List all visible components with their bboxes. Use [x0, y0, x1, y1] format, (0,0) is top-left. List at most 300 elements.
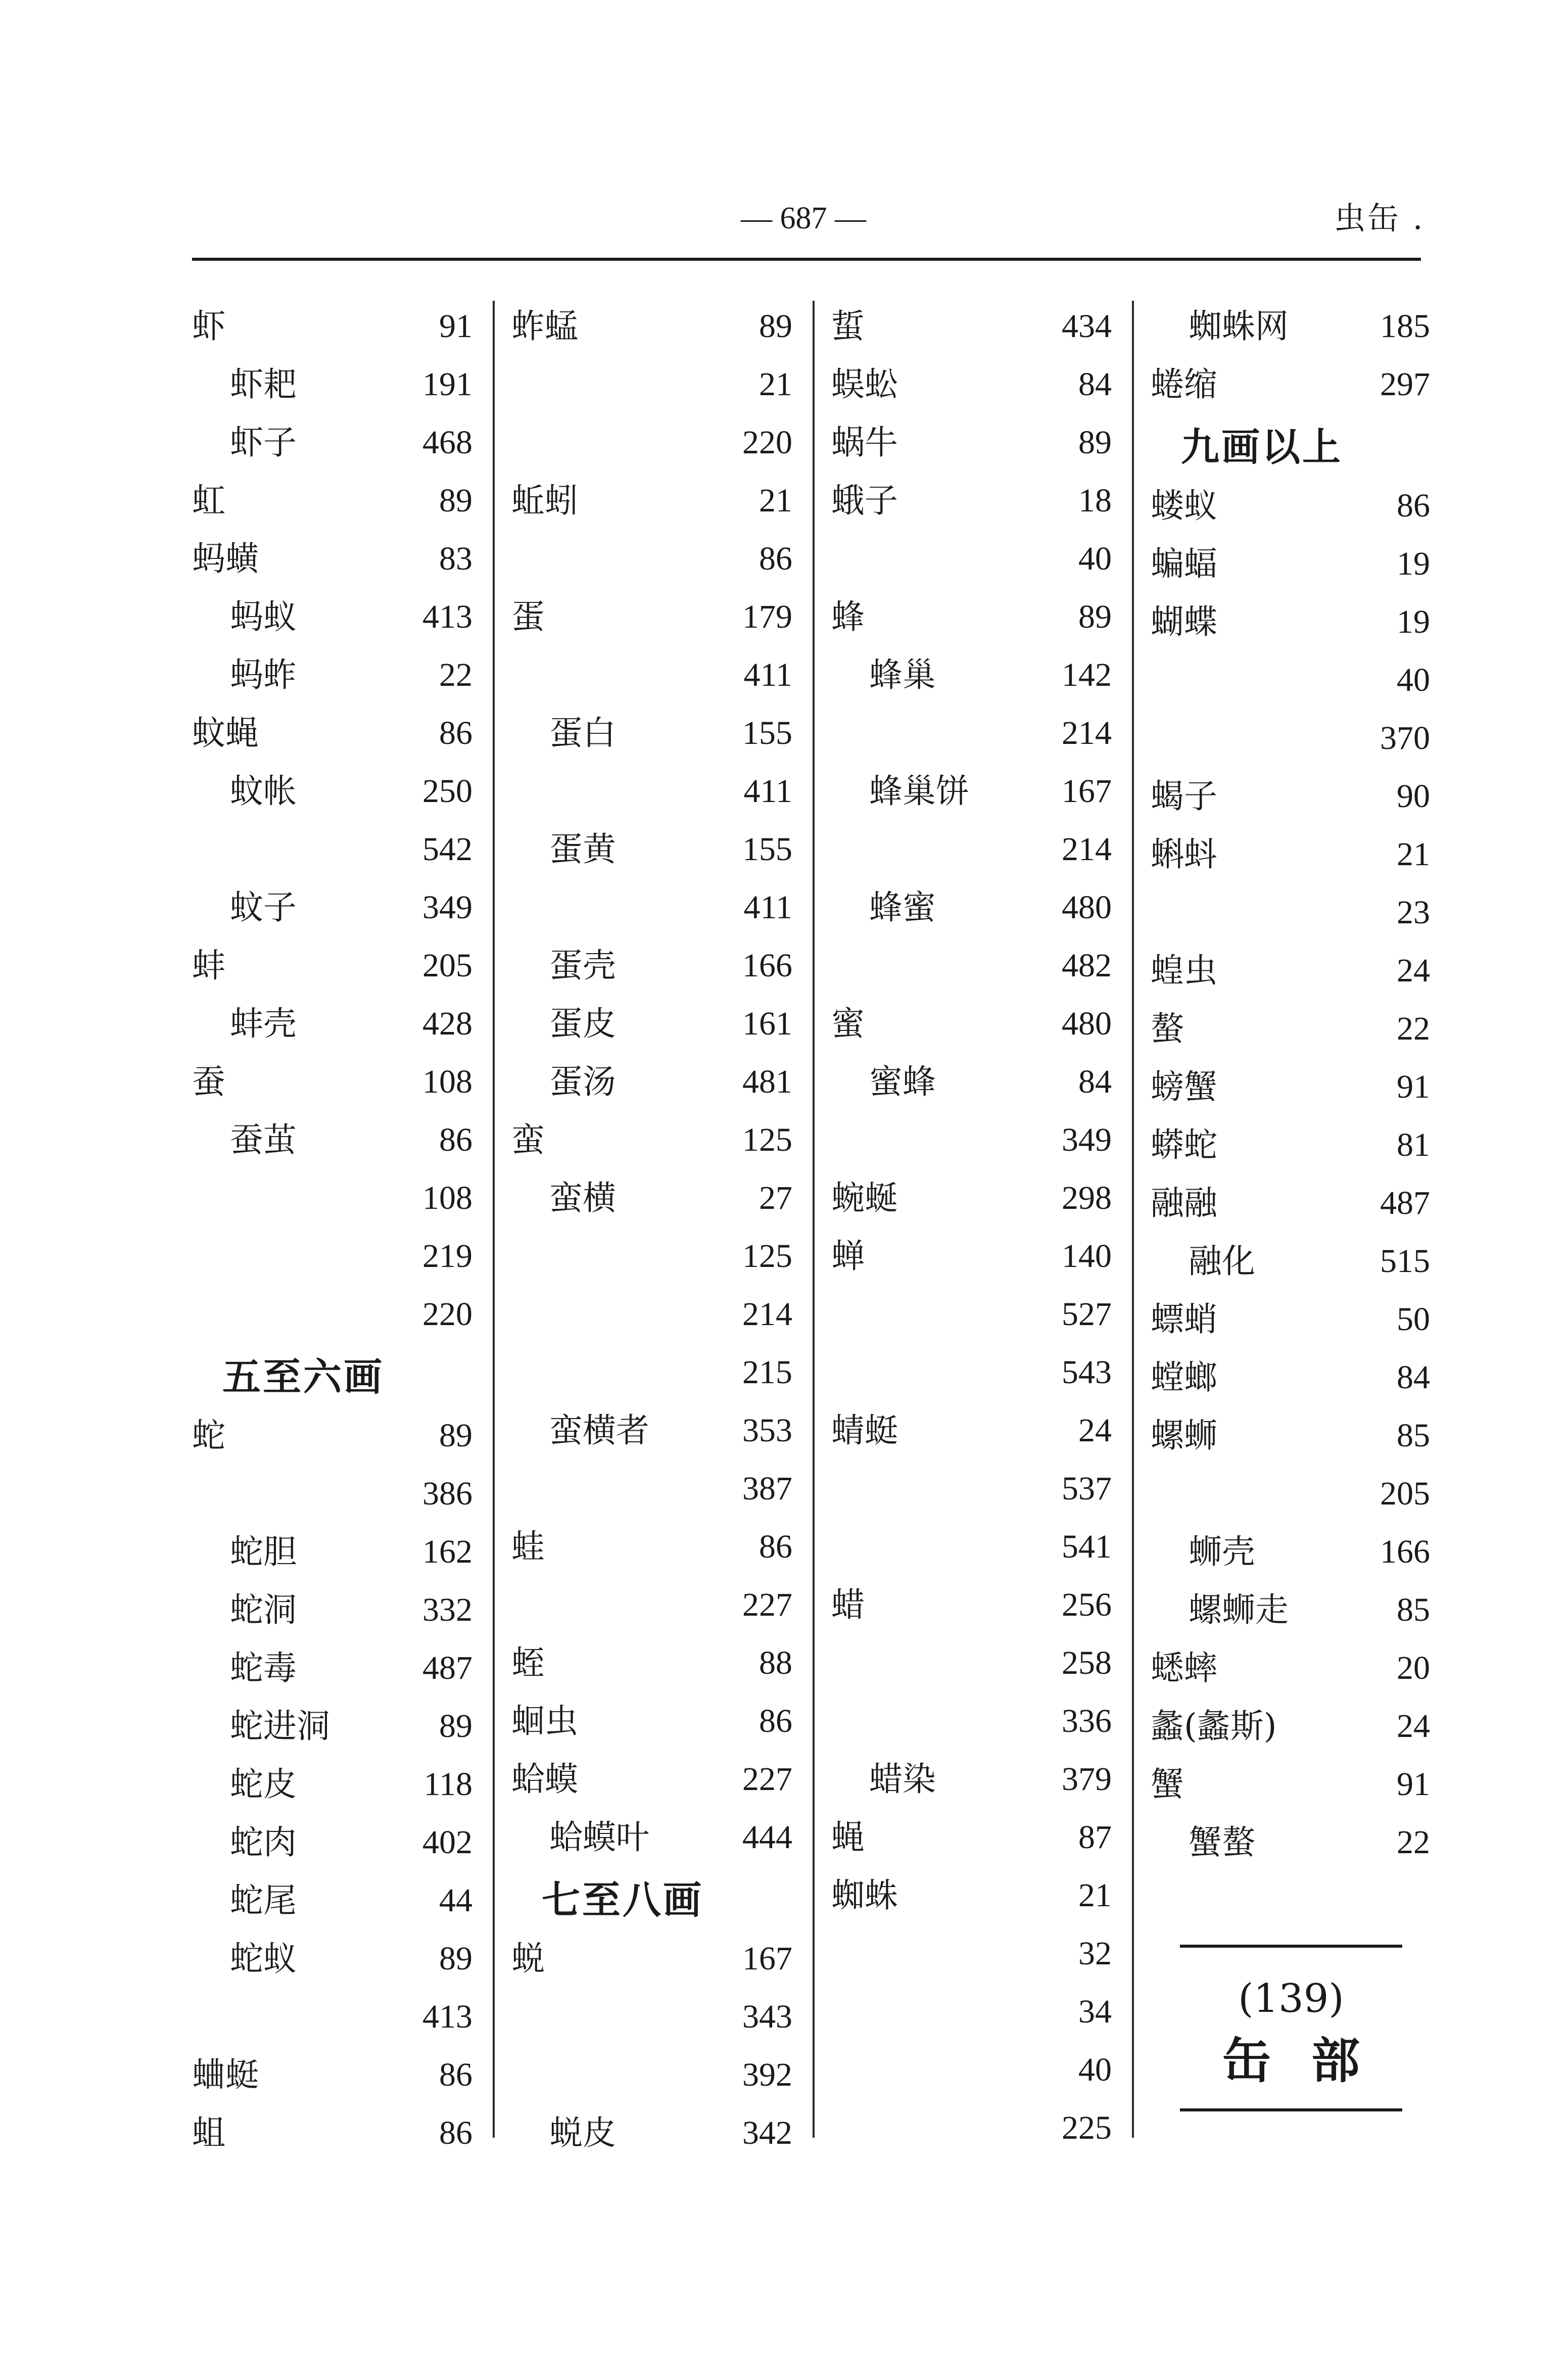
- index-entry: [1151, 884, 1430, 941]
- entry-term: 蛙: [511, 1527, 545, 1566]
- running-head: 虫缶 .: [1334, 200, 1425, 237]
- index-entry: [1151, 1582, 1430, 1638]
- entry-term: 蝴蝶: [1151, 602, 1217, 641]
- entry-page-number: 84: [1397, 1359, 1430, 1396]
- radical-title: 缶部: [1222, 2033, 1400, 2089]
- index-entry: [1151, 1698, 1430, 1755]
- entry-term: 蚂蟥: [192, 539, 259, 578]
- entry-term: 蜕: [511, 1939, 545, 1978]
- entry-page-number: 89: [439, 482, 472, 519]
- index-entry: [1151, 1349, 1430, 1406]
- entry-page-number: 84: [1078, 1063, 1112, 1100]
- index-entry: [1151, 536, 1430, 592]
- entry-page-number: 44: [439, 1882, 472, 1919]
- entry-term: 蜗牛: [831, 423, 898, 462]
- radical-box-top-rule: [1180, 1945, 1402, 1948]
- index-entry: [511, 589, 792, 645]
- entry-page-number: 349: [422, 889, 472, 926]
- index-entry: [511, 763, 792, 820]
- index-entry: [192, 1466, 472, 1522]
- index-entry: [1151, 1059, 1430, 1115]
- entry-term: 蛋: [511, 597, 545, 636]
- entry-term: 虾子: [230, 423, 297, 462]
- entry-term: 蛇洞: [230, 1590, 297, 1629]
- entry-page-number: 86: [1397, 487, 1430, 524]
- entry-page-number: 108: [422, 1180, 472, 1216]
- entry-page-number: 167: [742, 1940, 792, 1977]
- entry-term: 蛭: [511, 1643, 545, 1682]
- index-entry: [1151, 826, 1430, 883]
- index-entry: [1151, 1117, 1430, 1173]
- index-entry: [1151, 1756, 1430, 1813]
- entry-page-number: 86: [759, 1703, 792, 1739]
- entry-term: 蜷缩: [1151, 365, 1217, 404]
- index-entry: [831, 937, 1112, 994]
- entry-term: 蚊子: [230, 888, 297, 927]
- header-rule: [192, 258, 1421, 261]
- index-entry: [192, 1582, 472, 1638]
- entry-page-number: 215: [742, 1354, 792, 1391]
- index-entry: [192, 1228, 472, 1285]
- index-entry: [192, 2105, 472, 2161]
- entry-term: 蛋壳: [549, 946, 616, 985]
- entry-term: 螯: [1151, 1009, 1184, 1048]
- entry-page-number: 205: [1380, 1475, 1430, 1512]
- index-entry: [192, 1170, 472, 1227]
- entry-page-number: 155: [742, 831, 792, 868]
- entry-page-number: 402: [422, 1824, 472, 1861]
- entry-page-number: 142: [1062, 656, 1112, 693]
- index-entry: [1151, 1407, 1430, 1464]
- index-entry: [831, 1112, 1112, 1168]
- entry-page-number: 34: [1078, 1993, 1112, 2030]
- entry-page-number: 83: [439, 540, 472, 577]
- entry-page-number: 21: [1397, 836, 1430, 873]
- index-entry: [192, 1756, 472, 1813]
- index-entry: [192, 1407, 472, 1464]
- entry-page-number: 219: [422, 1238, 472, 1275]
- entry-term: 蛇尾: [230, 1881, 297, 1920]
- page-number: — 687 —: [741, 201, 866, 236]
- entry-page-number: 20: [1397, 1650, 1430, 1686]
- entry-page-number: 91: [439, 308, 472, 345]
- entry-page-number: 90: [1397, 778, 1430, 815]
- entry-page-number: 428: [422, 1005, 472, 1042]
- index-entry: [1151, 652, 1430, 709]
- index-entry: [511, 937, 792, 994]
- entry-term: 蛮: [511, 1120, 545, 1159]
- index-entry: [511, 1577, 792, 1633]
- entry-page-number: 298: [1062, 1180, 1112, 1216]
- index-entry: [1151, 1640, 1430, 1697]
- index-entry: [831, 2100, 1112, 2156]
- index-entry: [831, 763, 1112, 820]
- entry-page-number: 191: [422, 366, 472, 403]
- entry-page-number: 387: [742, 1470, 792, 1507]
- entry-term: 蜜蜂: [869, 1062, 936, 1101]
- entry-page-number: 23: [1397, 894, 1430, 931]
- entry-term: 蛇皮: [230, 1765, 297, 1804]
- entry-page-number: 487: [422, 1650, 472, 1686]
- entry-page-number: 84: [1078, 366, 1112, 403]
- section-heading: 九画以上: [1181, 425, 1343, 469]
- entry-page-number: 227: [742, 1761, 792, 1798]
- entry-term: 融化: [1189, 1242, 1255, 1281]
- index-entry: [192, 763, 472, 820]
- entry-page-number: 24: [1078, 1412, 1112, 1449]
- entry-term: 蝗虫: [1151, 951, 1217, 990]
- index-entry: [192, 473, 472, 529]
- entry-term: 蝎子: [1151, 777, 1217, 816]
- entry-term: 蛮横: [549, 1179, 616, 1217]
- index-entry: [831, 1402, 1112, 1459]
- entry-term: 蛳壳: [1189, 1532, 1255, 1571]
- index-entry: [831, 821, 1112, 878]
- entry-page-number: 258: [1062, 1644, 1112, 1681]
- entry-page-number: 27: [759, 1180, 792, 1216]
- entry-term: 蛐蜓: [192, 2055, 259, 2094]
- entry-page-number: 91: [1397, 1068, 1430, 1105]
- entry-page-number: 487: [1380, 1185, 1430, 1221]
- entry-page-number: 332: [422, 1591, 472, 1628]
- index-entry: [511, 996, 792, 1052]
- entry-page-number: 89: [759, 308, 792, 345]
- column-divider: [493, 301, 495, 2138]
- entry-page-number: 214: [742, 1296, 792, 1333]
- entry-page-number: 336: [1062, 1703, 1112, 1739]
- entry-term: 蚊蝇: [192, 714, 259, 752]
- entry-page-number: 527: [1062, 1296, 1112, 1333]
- index-entry: [511, 2047, 792, 2103]
- index-entry: [1151, 478, 1430, 534]
- entry-term: 蚱蜢: [511, 307, 578, 346]
- entry-term: 蝌蚪: [1151, 835, 1217, 874]
- entry-page-number: 256: [1062, 1586, 1112, 1623]
- entry-term: 蜡染: [869, 1760, 936, 1799]
- index-entry: [511, 821, 792, 878]
- entry-page-number: 343: [742, 1998, 792, 2035]
- entry-page-number: 349: [1062, 1121, 1112, 1158]
- index-entry: [192, 414, 472, 471]
- index-entry: [511, 647, 792, 703]
- entry-page-number: 86: [439, 715, 472, 751]
- entry-term: 蚕: [192, 1062, 225, 1101]
- entry-page-number: 250: [422, 773, 472, 810]
- entry-term: 蜂巢饼: [869, 772, 969, 811]
- entry-page-number: 297: [1380, 366, 1430, 403]
- index-entry: [192, 1640, 472, 1697]
- index-entry: [1151, 1001, 1430, 1057]
- entry-term: 虾: [192, 307, 225, 346]
- index-entry: [511, 1402, 792, 1459]
- entry-page-number: 342: [742, 2114, 792, 2151]
- entry-page-number: 18: [1078, 482, 1112, 519]
- index-entry: [831, 647, 1112, 703]
- entry-term: 蚌: [192, 946, 225, 985]
- entry-page-number: 24: [1397, 1708, 1430, 1745]
- entry-page-number: 24: [1397, 952, 1430, 989]
- entry-page-number: 155: [742, 715, 792, 751]
- entry-page-number: 480: [1062, 1005, 1112, 1042]
- index-entry: [192, 1872, 472, 1929]
- entry-term: 蝇: [831, 1818, 865, 1857]
- index-entry: [511, 1461, 792, 1517]
- entry-page-number: 468: [422, 424, 472, 461]
- entry-term: 蛇蚁: [230, 1939, 297, 1978]
- entry-term: 蛋白: [549, 714, 616, 752]
- index-entry: [511, 473, 792, 529]
- entry-page-number: 22: [1397, 1010, 1430, 1047]
- entry-term: 蛇肉: [230, 1823, 297, 1862]
- entry-term: 蛋皮: [549, 1004, 616, 1043]
- entry-page-number: 40: [1078, 2051, 1112, 2088]
- index-entry: [831, 356, 1112, 413]
- entry-page-number: 161: [742, 1005, 792, 1042]
- index-entry: [511, 1170, 792, 1227]
- index-entry: [1151, 298, 1430, 355]
- entry-page-number: 386: [422, 1475, 472, 1512]
- entry-page-number: 91: [1397, 1766, 1430, 1803]
- entry-page-number: 434: [1062, 308, 1112, 345]
- index-entry: [192, 705, 472, 762]
- entry-page-number: 125: [742, 1238, 792, 1275]
- index-entry: [192, 2047, 472, 2103]
- entry-page-number: 125: [742, 1121, 792, 1158]
- entry-term: 蛇: [192, 1416, 225, 1455]
- index-entry: [1151, 356, 1430, 413]
- index-entry: [831, 1577, 1112, 1633]
- entry-page-number: 370: [1380, 720, 1430, 757]
- index-entry: [511, 2105, 792, 2161]
- entry-page-number: 166: [742, 947, 792, 984]
- entry-page-number: 86: [439, 1121, 472, 1158]
- entry-page-number: 19: [1397, 603, 1430, 640]
- entry-page-number: 140: [1062, 1238, 1112, 1275]
- index-entry: [831, 1867, 1112, 1924]
- entry-page-number: 379: [1062, 1761, 1112, 1798]
- entry-page-number: 227: [742, 1586, 792, 1623]
- index-entry: [192, 1286, 472, 1343]
- index-entry: [831, 1693, 1112, 1750]
- index-entry: [831, 996, 1112, 1052]
- entry-page-number: 411: [743, 889, 792, 926]
- index-entry: [511, 879, 792, 936]
- entry-page-number: 118: [423, 1766, 472, 1803]
- entry-page-number: 392: [742, 2056, 792, 2093]
- entry-term: 螳螂: [1151, 1358, 1217, 1397]
- entry-term: 蜇: [831, 307, 865, 346]
- entry-page-number: 19: [1397, 545, 1430, 582]
- entry-page-number: 88: [759, 1644, 792, 1681]
- index-entry: [831, 1054, 1112, 1110]
- entry-term: 蛤蟆: [511, 1760, 578, 1799]
- index-entry: [1151, 1466, 1430, 1522]
- index-entry: [511, 1751, 792, 1808]
- entry-page-number: 353: [742, 1412, 792, 1449]
- entry-term: 蚊帐: [230, 772, 297, 811]
- index-entry: [511, 1519, 792, 1575]
- entry-term: 蜻蜓: [831, 1411, 898, 1450]
- index-entry: [1151, 1524, 1430, 1580]
- entry-page-number: 413: [422, 598, 472, 635]
- index-entry: [192, 1989, 472, 2045]
- index-entry: [831, 414, 1112, 471]
- entry-term: 蛔虫: [511, 1702, 578, 1740]
- index-entry: [192, 356, 472, 413]
- entry-page-number: 542: [422, 831, 472, 868]
- entry-term: 蜘蛛网: [1189, 307, 1289, 346]
- index-entry: [511, 1931, 792, 1987]
- entry-page-number: 21: [759, 366, 792, 403]
- index-entry: [831, 589, 1112, 645]
- entry-page-number: 537: [1062, 1470, 1112, 1507]
- entry-term: 蚌壳: [230, 1004, 297, 1043]
- entry-term: 蜘蛛: [831, 1876, 898, 1915]
- entry-page-number: 89: [1078, 598, 1112, 635]
- entry-page-number: 444: [742, 1819, 792, 1856]
- index-entry: [511, 1054, 792, 1110]
- entry-term: 融融: [1151, 1184, 1217, 1222]
- entry-page-number: 86: [759, 1528, 792, 1565]
- entry-page-number: 541: [1062, 1528, 1112, 1565]
- index-entry: [192, 821, 472, 878]
- index-entry: [192, 937, 472, 994]
- index-entry: [192, 1698, 472, 1755]
- index-entry: [192, 1054, 472, 1110]
- entry-page-number: 515: [1380, 1243, 1430, 1280]
- entry-page-number: 89: [439, 1708, 472, 1745]
- entry-page-number: 185: [1380, 308, 1430, 345]
- index-entry: [511, 1635, 792, 1691]
- index-entry: [1151, 594, 1430, 650]
- index-entry: [1151, 710, 1430, 767]
- entry-page-number: 411: [743, 656, 792, 693]
- index-entry: [192, 996, 472, 1052]
- entry-page-number: 22: [439, 656, 472, 693]
- index-entry: [1151, 768, 1430, 825]
- entry-page-number: 22: [1397, 1824, 1430, 1861]
- entry-term: 螺蛳: [1151, 1416, 1217, 1455]
- index-entry: [192, 1112, 472, 1168]
- radical-box-bottom-rule: [1180, 2108, 1402, 2111]
- entry-term: 蟹螯: [1189, 1823, 1255, 1862]
- entry-page-number: 411: [743, 773, 792, 810]
- column-divider: [813, 301, 815, 2138]
- entry-term: 蟋蟀: [1151, 1649, 1217, 1687]
- entry-term: 蜡: [831, 1585, 865, 1624]
- index-entry: [1151, 943, 1430, 999]
- index-entry: [511, 1286, 792, 1343]
- entry-page-number: 481: [742, 1063, 792, 1100]
- entry-term: 蛋黄: [549, 830, 616, 869]
- index-entry: [192, 1814, 472, 1871]
- entry-term: 蜕皮: [549, 2113, 616, 2152]
- entry-page-number: 85: [1397, 1417, 1430, 1454]
- entry-term: 蜂巢: [869, 655, 936, 694]
- entry-page-number: 543: [1062, 1354, 1112, 1391]
- entry-term: 蛋汤: [549, 1062, 616, 1101]
- index-entry: [511, 1228, 792, 1285]
- index-entry: [192, 1524, 472, 1580]
- entry-term: 蜂: [831, 597, 865, 636]
- entry-term: 蛾子: [831, 481, 898, 520]
- index-entry: [831, 298, 1112, 355]
- index-entry: [1151, 1233, 1430, 1290]
- entry-page-number: 214: [1062, 831, 1112, 868]
- entry-page-number: 86: [759, 540, 792, 577]
- entry-page-number: 86: [439, 2056, 472, 2093]
- entry-term: 蚕茧: [230, 1120, 297, 1159]
- index-entry: [831, 1228, 1112, 1285]
- entry-page-number: 89: [439, 1940, 472, 1977]
- entry-page-number: 50: [1397, 1301, 1430, 1338]
- entry-page-number: 21: [759, 482, 792, 519]
- column-divider: [1132, 301, 1134, 2138]
- index-entry: [511, 1344, 792, 1401]
- entry-term: 蛤蟆叶: [549, 1818, 649, 1857]
- index-entry: [831, 1751, 1112, 1808]
- entry-term: 蚂蚱: [230, 655, 297, 694]
- index-entry: [831, 705, 1112, 762]
- entry-term: 蝙蝠: [1151, 544, 1217, 583]
- index-entry: [831, 1170, 1112, 1227]
- entry-page-number: 162: [422, 1533, 472, 1570]
- index-entry: [511, 1989, 792, 2045]
- entry-term: 蟹: [1151, 1765, 1184, 1804]
- index-entry: [192, 647, 472, 703]
- index-entry: [511, 414, 792, 471]
- section-heading: 七至八画: [542, 1877, 703, 1922]
- entry-page-number: 86: [439, 2114, 472, 2151]
- entry-page-number: 179: [742, 598, 792, 635]
- entry-page-number: 85: [1397, 1591, 1430, 1628]
- index-entry: [192, 879, 472, 936]
- entry-term: 蝉: [831, 1237, 865, 1276]
- index-entry: [1151, 1814, 1430, 1871]
- entry-page-number: 220: [742, 424, 792, 461]
- entry-page-number: 214: [1062, 715, 1112, 751]
- entry-term: 蜜: [831, 1004, 865, 1043]
- entry-term: 蟒蛇: [1151, 1125, 1217, 1164]
- index-entry: [192, 589, 472, 645]
- index-entry: [831, 2042, 1112, 2098]
- entry-page-number: 89: [1078, 424, 1112, 461]
- entry-page-number: 40: [1397, 662, 1430, 698]
- entry-term: 螵蛸: [1151, 1300, 1217, 1339]
- index-entry: [511, 705, 792, 762]
- entry-term: 蝼蚁: [1151, 486, 1217, 525]
- entry-page-number: 32: [1078, 1935, 1112, 1972]
- index-entry: [1151, 1175, 1430, 1232]
- entry-page-number: 225: [1062, 2109, 1112, 2146]
- entry-term: 螃蟹: [1151, 1067, 1217, 1106]
- section-heading: 五至六画: [222, 1354, 384, 1399]
- entry-page-number: 108: [422, 1063, 472, 1100]
- entry-term: 蛇进洞: [230, 1707, 330, 1746]
- index-entry: [831, 1635, 1112, 1691]
- entry-page-number: 89: [439, 1417, 472, 1454]
- index-entry: [511, 356, 792, 413]
- index-entry: [831, 1461, 1112, 1517]
- entry-page-number: 480: [1062, 889, 1112, 926]
- entry-term: 蜿蜒: [831, 1179, 898, 1217]
- entry-page-number: 220: [422, 1296, 472, 1333]
- entry-page-number: 413: [422, 1998, 472, 2035]
- entry-term: 蠡(蠡斯): [1151, 1707, 1277, 1746]
- entry-term: 蛇毒: [230, 1649, 297, 1687]
- entry-page-number: 81: [1397, 1126, 1430, 1163]
- entry-term: 虹: [192, 481, 225, 520]
